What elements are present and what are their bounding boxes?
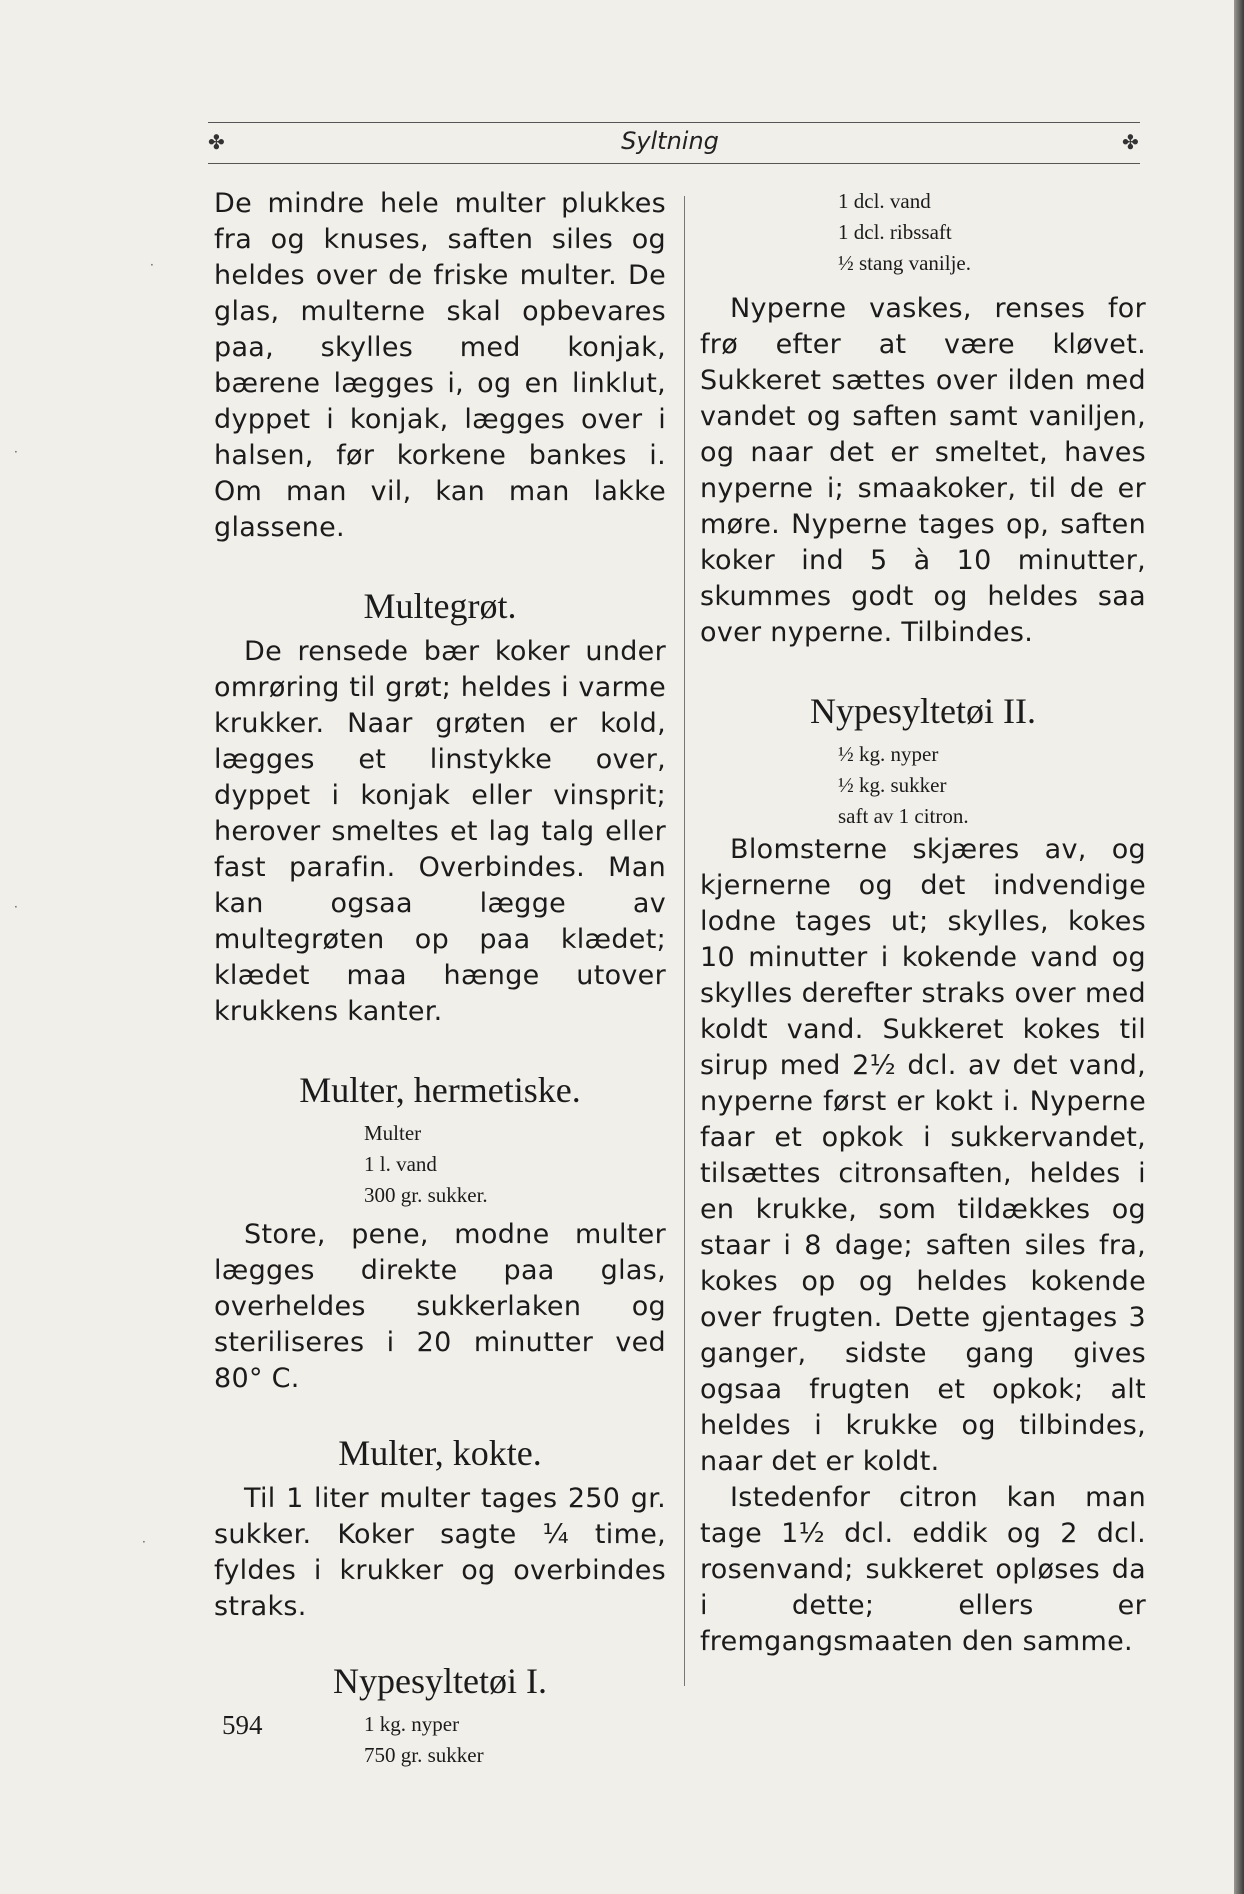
heading-nypesyltetoi-1: Nypesyltetøi I.	[333, 1661, 547, 1701]
ingredient-line: ½ stang vanilje.	[838, 251, 971, 275]
heading-multegrot: Multegrøt.	[363, 586, 517, 626]
margin-speck: ·	[142, 1535, 146, 1549]
paragraph-multegrot: De rensede bær koker under omrøring til grøt; heldes i varme krukker. Naar grøten er kold, lægges et linstykke over, dyppet i konjak eller vinsprit; herover smeltes et lag talg eller fast parafin. Overbindes. Man kan ogsaa lægge av multegrøten op paa klædet; klædet maa hænge utover krukkens kanter.	[214, 636, 666, 1027]
column-divider	[684, 196, 685, 1686]
paragraph-nypesyltetoi-1: Nyperne vaskes, renses for frø efter at være kløvet. Sukkeret sættes over ilden med vandet og saften samt vaniljen, og naar det er smeltet, haves nyperne i; smaakoker, til de er møre. Nyperne tages op, saften koker ind 5 à 10 minutter, skummes godt og heldes saa over nyperne. Tilbindes.	[700, 293, 1146, 648]
ingredient-line: Multer	[364, 1121, 422, 1145]
ingredient-line: 750 gr. sukker	[364, 1743, 484, 1767]
running-header-title: Syltning	[621, 127, 719, 155]
ingredient-line: ½ kg. nyper	[838, 742, 939, 766]
page-edge-shadow	[1234, 0, 1244, 1894]
ingredient-line: ½ kg. sukker	[838, 773, 947, 797]
header-rule-top	[208, 122, 1140, 123]
heading-multer-kokte: Multer, kokte.	[338, 1433, 542, 1473]
margin-speck: ·	[14, 445, 18, 459]
ingredient-line: 1 l. vand	[364, 1152, 437, 1176]
left-column	[214, 186, 666, 1771]
ingredient-line: 300 gr. sukker.	[364, 1183, 488, 1207]
paragraph-multer-intro: De mindre hele multer plukkes fra og knuses, saften siles og heldes over de friske multer. De glas, multerne skal opbevares paa, skylles med konjak, bærene lægges i, og en linklut, dyppet i konjak, lægges over i halsen, før korkene bankes i. Om man vil, kan man lakke glassene.	[214, 188, 666, 543]
paragraph-nypesyltetoi-2: Blomsterne skjæres av, og kjernerne og det indvendige lodne tages ut; skylles, kokes 10 minutter i kokende vand og skylles derefter straks over med koldt vand. Sukkeret kokes til sirup med 2½ dcl. av det vand, nyperne først er kokt i. Nyperne faar et opkok i sukkervandet, tilsættes citronsaften, heldes i en krukke, som tildækkes og staar i 8 dage; saften siles fra, kokes op og heldes kokende over frugten. Dette gjentages 3 ganger, sidste gang gives ogsaa frugten et opkok; alt heldes i krukke og tilbindes, naar det er koldt.	[700, 834, 1146, 1477]
ingredient-line: 1 kg. nyper	[364, 1712, 460, 1736]
paragraph-multer-hermetiske: Store, pene, modne multer lægges direkte paa glas, overheldes sukkerlaken og steriliseres i 20 minutter ved 80° C.	[214, 1219, 666, 1394]
ingredient-line: 1 dcl. vand	[838, 189, 931, 213]
heading-multer-hermetiske: Multer, hermetiske.	[299, 1070, 581, 1110]
right-column	[700, 186, 1146, 1660]
paragraph-nypesyltetoi-2-variant: Istedenfor citron kan man tage 1½ dcl. eddik og 2 dcl. rosenvand; sukkeret opløses da i dette; ellers er fremgangsmaaten den samme.	[700, 1482, 1146, 1657]
header-ornament-left: ✤	[208, 130, 225, 154]
margin-speck: ·	[14, 900, 18, 914]
page-number: 594	[222, 1710, 263, 1740]
paragraph-multer-kokte: Til 1 liter multer tages 250 gr. sukker. Koker sagte ¼ time, fyldes i krukker og overbindes straks.	[214, 1483, 666, 1622]
ingredient-line: saft av 1 citron.	[838, 804, 969, 828]
margin-speck: ·	[150, 258, 154, 272]
header-rule-bottom	[208, 163, 1140, 164]
ingredient-line: 1 dcl. ribssaft	[838, 220, 952, 244]
header-ornament-right: ✤	[1122, 130, 1139, 154]
heading-nypesyltetoi-2: Nypesyltetøi II.	[810, 691, 1036, 731]
